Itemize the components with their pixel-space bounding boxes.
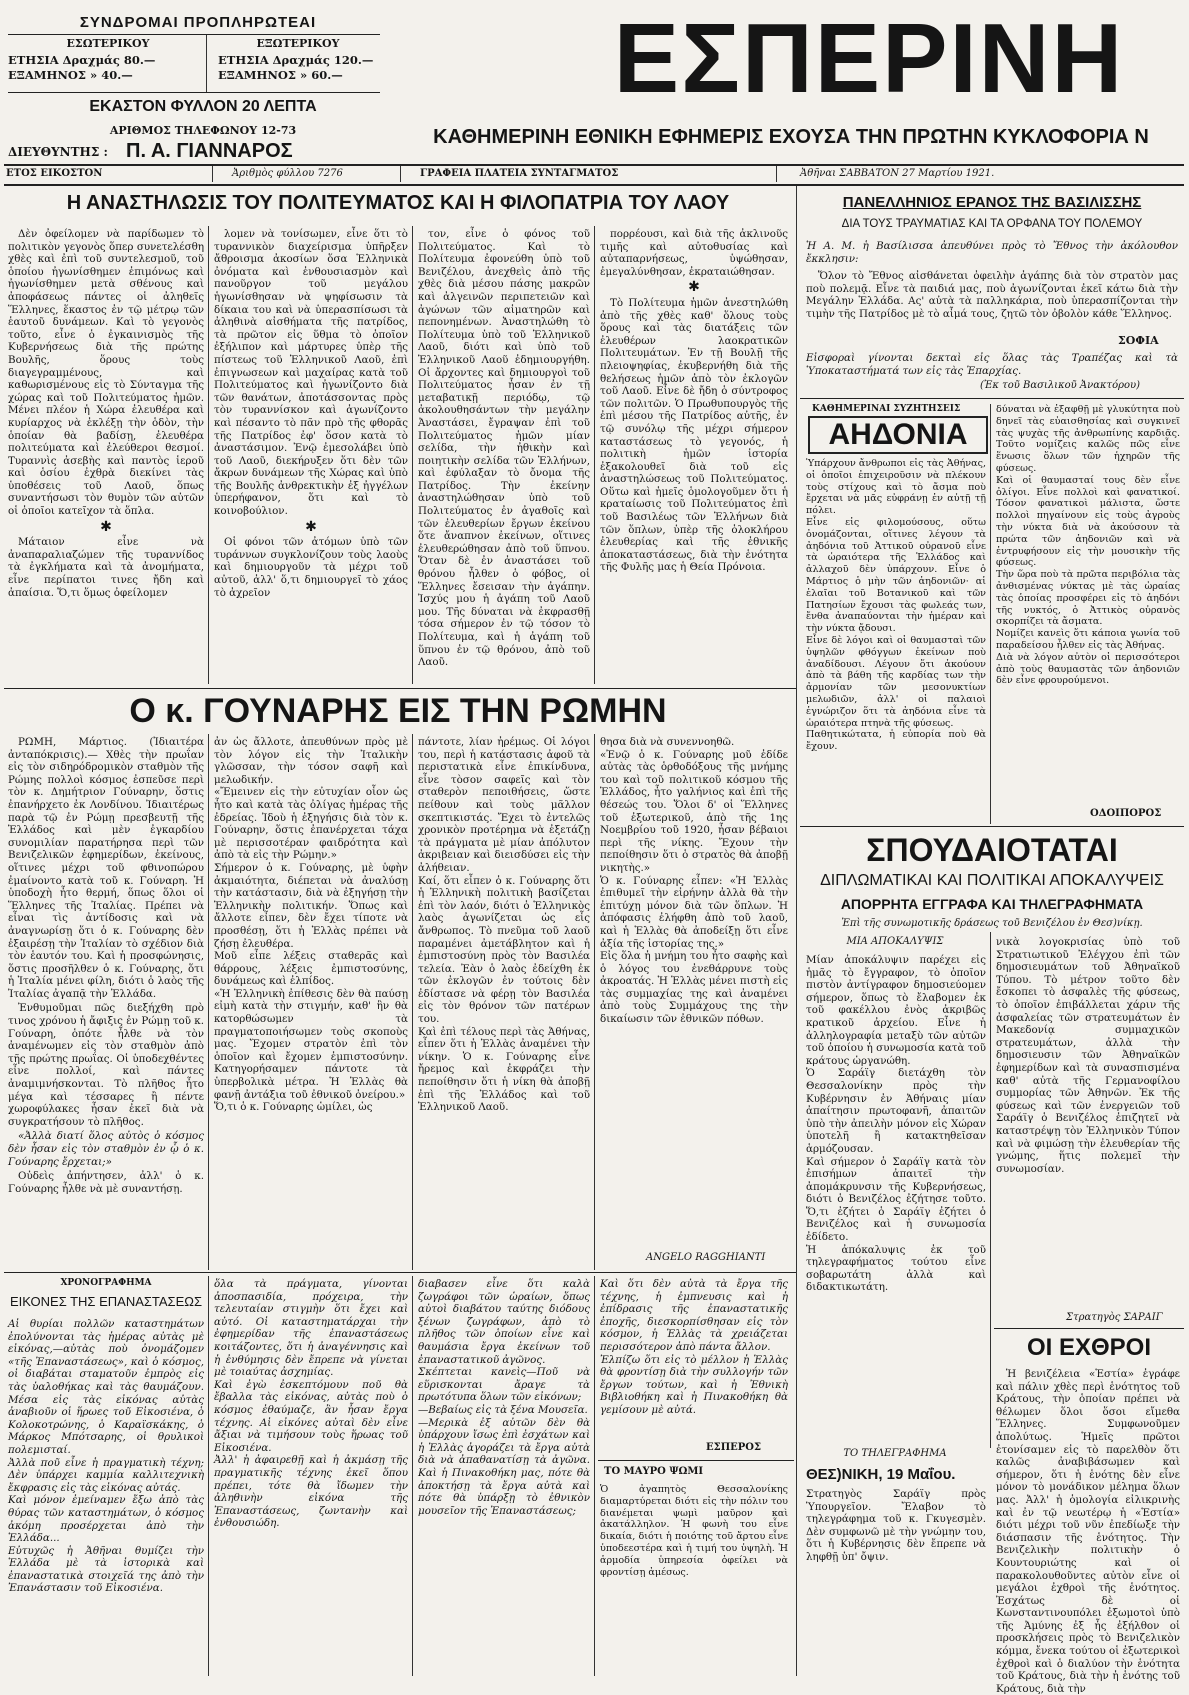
dateline-issue: Ἀριθμὸς φύλλου 7276 — [232, 168, 343, 179]
chronicle-title: ΕΙΚΟΝΕΣ ΤΗΣ ΕΠΑΝΑΣΤΑΣΕΩΣ — [9, 1294, 203, 1309]
masthead-subtitle: ΚΑΘΗΜΕΡΙΝΗ ΕΘΝΙΚΗ ΕΦΗΜΕΡΙΣ ΕΧΟΥΣΑ ΤΗΝ ΠΡΩΤΗΝ ΚΥΚΛΟΦΟΡΙΑ Ν — [433, 126, 1149, 148]
column-signature: ΟΔΟΙΠΟΡΟΣ — [1090, 808, 1162, 819]
dateline-date: Ἀθῆναι ΣΑΒΒΑΤΟΝ 27 Μαρτίου 1921. — [800, 168, 995, 179]
revelations-section: ΜΙΑ ΑΠΟΚΑΛΥΨΙΣ — [846, 936, 944, 947]
director-name: Π. Α. ΓΙΑΝΝΑΡΟΣ — [126, 140, 293, 162]
lead-col-3: τον, εἶνε ὁ φόνος τοῦ Πολιτεύματος. Καὶ τὸ Πολίτευμα ἐφονεύθη ὑπὸ τοῦ Βενιζέλου, ἀνεχθεὶς ἀπὸ τῆς χθὲς διὰ μέσου πάσης μακρῶν καὶ ἀλγεινῶν περιπετειῶν καὶ ἀγώνων τῶν αἱματηρῶν καὶ πεπονημένων. Ἀναστηλώθη τὸ Πολίτευμα ὑπὸ τοῦ Ἑλληνικοῦ Λαοῦ, διότι καὶ ὑπὸ τοῦ Ἑλληνικοῦ Λαοῦ ἐδημιουργήθη. Οἱ ἄρχοντες καὶ δημιουργοὶ τοῦ Πολιτεύματος ἦσαν ἐν τῇ μεταβατικῇ περιόδῳ, τῷ ἀκολουθησάντων τὴν μεγάλην Ἀναστάσει, ἔγραψαν ἐπὶ τοῦ Πολιτεύματος ἡμῶν μίαν σελίδα, τὴν ἠθικὴν καὶ ποιητικὴν σελίδα τῶν Ἑλλήνων, καὶ ἐφύλαξαν τὸ ὄνομα τῆς Πατρίδος. Τὴν ἐκείνην ἀναστηλώθησαν ὑπὸ τοῦ Πολιτεύματος ἐν ἀγαθοῖς καὶ τῶν ἐλευθερίων ἔργων ἐκείνου ὅτε ἄναπνον ἐκείνων, οἵτινες ἐλευθερώθησαν ἀπὸ τοῦ ὕπνου. Ὅταν δὲ ἐν ἀναστάσει τοῦ θρόνου ἦλθεν ὁ φόβος, οἱ Ἕλληνες ἔσεισαν τὴν ἀγάπην. Ἰσχύς μου ἡ ἀγάπη τοῦ Λαοῦ μου. Τῆς δύναται νὰ ἐκφρασθῇ τόσα σήμερον ἐν τῷ τόσον τὸ Πολίτευμα, καὶ ἡ ἀγάπη τοῦ ὕπνου ἐν τῷ θρόνου, ἀπὸ τοῦ Λαοῦ. — [418, 228, 590, 669]
masthead-title: ΕΣΠΕΡΙΝΗ — [613, 3, 1125, 113]
revelations-signature: Στρατηγὸς ΣΑΡΑΙΓ — [1066, 1312, 1163, 1323]
chronicle-col-3: διαβασεν εἶνε ὅτι καλὰ ζωγράφοι τῶν ὡραίων, ὅπως αὐτοὶ διαβάτου ταύτης διόδους ξένων ζωγράφων, ἀπὸ τὸ πλῆθος τῶν ὁποίων εἶνε καὶ θαυμάσια ἔργα ἐκείνων τοῦ ἐπαναστατικοῦ ἀγῶνος. Σκέπτεται κανεὶς—Ποῦ νὰ εὕρισκονται ἄραγε τὰ πρωτότυπα ὅλων τῶν εἰκόνων; —Βεβαίως εἰς τὰ ξένα Μουσεῖα. —Μερικὰ ἐξ αὐτῶν δὲν θὰ ὑπάρχουν ἴσως ἐπὶ ἐσχάτων καὶ ἡ Ἑλλὰς ἀγοράζει τὰ ἔργα αὐτὰ διὰ νὰ ἀπαθανατίσῃ τὰ ἀγῶνα. Καὶ ἡ Πινακοθήκη μας, πότε θὰ ἀποκτήσῃ τὰ ἔργα αὐτὰ καὶ πότε θὰ ὑπάρξῃ τὸ ἐθνικὸν μουσεῖον τῆς Ἐπαναστάσεως; — [418, 1278, 590, 1517]
fund-headline: ΠΑΝΕΛΛΗΝΙΟΣ ΕΡΑΝΟΣ ΤΗΣ ΒΑΣΙΛΙΣΣΗΣ — [842, 194, 1142, 211]
chronicle-signature: ΕΣΠΕΡΟΣ — [706, 1442, 762, 1453]
lead-col-4: πορρέουσι, καὶ διὰ τῆς ἀκλινοῦς τιμῆς καὶ αὐτοθυσίας καὶ αὐταπαρνήσεως, ὑψώθησαν, ἐμεγαλύνθησαν, ἐκραταιώθησαν. ✱ Τὸ Πολίτευμα ἡμῶν ἀνεστηλώθη ἀπὸ τῆς χθὲς καθ' ὅλους τοὺς ὅρους καὶ τὰς διατάξεις τῶν ἐλευθέρων λαοκρατικῶν Πολιτευμάτων. Ἐν τῇ Βουλῇ τῆς πλειοψηφίας, ἐκυβερνήθη διὰ τῆς θελήσεως ἡμῶν ἀπὸ τὸν ἐκλογῶν τοῦ Λαοῦ. Εἶνε δὲ ἤδη ὁ σύντροφος τῶν πολιτῶν. Ὁ Πρωθυπουργὸς τῆς ἐπὶ μέσου τῆς Πατρίδος αὐτῆς, ἐν τῷ συνόλῳ τῆς μέχρι σήμερον καταστάσεως τὸ γεγονός, ἡ πολιτικὴ ἡμῶν ἱστορία ἐξακολουθεῖ διὰ τοῦ εἰς ἀναστηλώσεως τοῦ Πολιτεύματος. Οὕτω καὶ ἡμεῖς ὁμολογοῦμεν ὅτι ἡ κραταίωσις τοῦ Πολιτεύματος ἐπὶ τοῦ Βασιλέως τῶν Ἑλλήνων διὰ τῶν ὅπλων, ὑπὲρ τῆς ὁλοκλήρου ἐλευθερίας καὶ τῆς ἐθνικῆς ἀποκαταστάσεως, διὰ τὴν ἑνότητα τῆς Φυλῆς μας ἡ Θεία Πρόνοια. — [600, 228, 788, 574]
foreign-label: ΕΞΩΤΕΡΙΚΟΥ — [256, 37, 340, 50]
director-label: ΔΙΕΥΘΥΝΤΗΣ : — [8, 145, 108, 159]
price-line: ΕΚΑΣΤΟΝ ΦΥΛΛΟΝ 20 ΛΕΠΤΑ — [89, 98, 317, 115]
subscriptions-heading: ΣΥΝΔΡΟΜΑΙ ΠΡΟΠΛΗΡΩΤΕΑΙ — [79, 14, 317, 31]
gounaris-col-2: ἀν ὡς ἄλλοτε, ἀπευθύνων πρὸς μὲ τὸν λόγον εἰς τὴν Ἰταλικὴν γλῶσσαν, τὴν τόσον σαφῆ καὶ μελωδικήν. «Ἔμεινεν εἰς τὴν εὐτυχίαν οἷον ὡς ἦτο καὶ κατὰ τὰς ὀλίγας ἡμέρας τῆς ἐδρείας. Ἰδοὺ ἡ ἐξηγήσις διὰ τὸν κ. Γούναρην, ὅστις ἐπανέρχεται τάχα μὲ περισσοτέραν φαιδρότητα καὶ ἀπὸ τὰ εἰς τὴν Ρώμην.» Σήμερον ὁ κ. Γούναρης, μὲ ὑφὴν ἀκμαιότητα, διέπεται νὰ ἀναλύσῃ τὴν κατάστασιν, διὰ νὰ ἐξηγήσῃ τὴν Ἑλληνικὴν πολιτικήν. Ὅπως καὶ ἄλλοτε εἶπεν, δὲν ἔχει τίποτε νὰ προσθέσῃ, ὅτι ἡ Ἑλλὰς πρέπει νὰ ζήσῃ ἐλευθέρα. Μοῦ εἶπε λέξεις σταθερᾶς καὶ θάρρους, λέξεις ἐμπιστοσύνης, δυνάμεως καὶ ἐλπίδος. «Ἡ Ἑλληνικὴ ἐπίθεσις δὲν θὰ παύσῃ εἰμὴ κατὰ τὴν στιγμήν, καθ' ἣν θὰ κατορθώσωμεν τὰ πραγματοποιήσωμεν τοὺς σκοποὺς μας. Ἔχομεν στρατὸν ἐπὶ τὸν ὁποῖον καὶ ἔχομεν ἐμπιστοσύνην. Κατηγορήσαμεν πάντοτε τὰ ὑπερβολικὰ μέτρα. Ἡ Ἑλλὰς θὰ φανῇ ἀντάξια τοῦ ἐθνικοῦ ὀνείρου.» Ὅ,τι ὁ κ. Γούναρης ὡμίλει, ὡς — [214, 736, 408, 1114]
phone-line: ΑΡΙΘΜΟΣ ΤΗΛΕΦΩΝΟΥ 12-73 — [109, 124, 297, 137]
column-tag: ΚΑΘΗΜΕΡΙΝΑΙ ΣΥΖΗΤΗΣΕΙΣ — [812, 404, 961, 414]
revelations-col-2: νικὰ λογοκρισίας ὑπὸ τοῦ Στρατιωτικοῦ Ἐλέγχου ἐπὶ τῶν δημοσιευμάτων τοῦ Ἀθηναϊκοῦ Τύπου. Τὸ μέτρον τοῦτο δὲν ἔσκοπει τὸ ἀσφαλὲς τῆς φύσεως, τὸ ὁποῖον ἐπιβάλλεται χάριν τῆς ἀσφαλείας τῶν στρατευμάτων ἐν Μακεδονίᾳ συμμαχικῶν στρατευμάτων, ἀλλὰ τὴν δημοσιευσιν τῶν Ἀθηναϊκῶν ἐφημερίδων καὶ τὰ συνασπισμένα καθ' αὐτὰ τῆς Γερμανοφίλου συμμορίας τῶν Ἀθηνῶν. Ἐκ τῆς φύσεως καὶ τῶν ἐνεργειῶν τοῦ Σαράϊγ ὁ Βενιζέλος ἐπιζητεῖ νὰ καταστρέψῃ τὸν Ἑλληνικὸν Τύπον καὶ νὰ φιμώσῃ τὴν ἐλευθερίαν τῆς γνώμης, ἥτις πολεμεῖ τὴν συνωμοσίαν. — [996, 936, 1180, 1175]
subscriptions-box — [8, 12, 380, 160]
domestic-semi: ΕΞΑΜΗΝΟΣ » 40.— — [8, 68, 133, 82]
enemies-body: Ἡ βενιζέλεια «Ἑστία» ἐγράφε καὶ πάλιν χθὲς περὶ ἑνότητος τοῦ Κράτους, τὴν ὁποίαν πρέπει νὰ θέλωμεν ὅλοι ὅσοι εἴμεθα Ἕλληνες. Συμφωνοῦμεν ἀπολύτως. Ἡμεῖς πρῶτοι ἐτονίσαμεν εἰς τὸ παρελθὸν ὅτι καλῶς ἀναβιβάσωμεν καὶ σήμερον, ὅτι ἡ ἑνότης δὲν εἶνε μόνον τὸ μονάδικον μέλημα ὅλων μας. Ἀλλ' ἡ ὁμολογία εἰλικρινὴς καὶ ἐν τῷ νεωτέρῳ ἡ «Ἑστία» διότι μέχρι τοῦ νῦν ἐπεδίωξε τὴν διάσπασιν τῆς ἑνότητος. Τὴν Βενιζελικὴν πολιτικὴν ὁ Κουντουριώτης καὶ οἱ παρακολουθοῦντες αὐτὸν εἶνε οἱ μεγάλοι ἐχθροὶ τῆς ἑνότητος. Ἐσχάτως δὲ οἱ Κωνσταντινουπόλει ἐξωμοτοὶ ὑπὸ τῆς Ἀμύνης ἐξ ἧς ἐξήλθον οἱ προσκλήσεις πρὸς τὸ Βενιζελικὸν κόμμα, ἔνεκα τούτου οἱ ἐξωτερικοὶ ἐχθροὶ καὶ ὁ διαλύον τὴν ἑνότητα τοῦ Κράτους, διὰ τὴν ἡ ἑνότης τοῦ Κράτους, διὰ τὴν — [996, 1368, 1180, 1695]
dateline-office: ΓΡΑΦΕΙΑ ΠΛΑΤΕΙΑ ΣΥΝΤΑΓΜΑΤΟΣ — [420, 168, 619, 179]
gounaris-col-3: πάντοτε, λίαν ἠρέμως. Οἱ λόγοι του, περὶ ἡ κατάστασις ἀφοῦ τὰ περιστατικὰ εἶνε ἐπικίνδυνα, εἶνε τὸσον σαφεῖς καὶ τὸν σταθερὸν πεποιθήσεις, ὥστε πείθουν καὶ τοὺς μᾶλλον σκεπτικιστάς. Ἔχει τὸ ἐντελῶς χρονικὸν προτέρημα νὰ ἐξετάζῃ τὰ πράγματα μὲ μίαν ἀπόλυτον ἀκριβειαν καὶ διεισδύσει εἰς τὴν ἀλήθειαν. Καί, ὅτι εἶπεν ὁ κ. Γούναρης ὅτι ἡ Ἑλληνικὴ πολιτικὴ βασίζεται ἐπὶ τὸν λαόν, διότι ὁ Ἑλληνικὸς λαὸς ἀγωνίζεται ὡς εἷς ἄνθρωπος. Τὸ πνεῦμα τοῦ λαοῦ παραμένει ἀμετάβλητον καὶ ἡ ἐμπιστοσύνη πρὸς τὸν Βασιλέα τελεία. Ἐὰν ὁ λαὸς ἐδείχθη ἐκ τῶν ἐκλογῶν ἐν τούτοις δὲν ἐδίστασε νὰ φέρῃ τὸν Βασιλέα εἰς τὸν θρόνον τῶν πατέρων του. Καὶ ἐπὶ τέλους περὶ τὰς Ἀθήνας, εἶπεν ὅτι ἡ Ἑλλὰς ἀναμένει τὴν νίκην. Ὁ κ. Γούναρης εἶνε ἤρεμος καὶ ἐκφράζει τὴν πεποίθησιν ὅτι ἡ νίκη θὰ ἀποβῇ ἐπὶ τῆς Ἑλλάδος καὶ τοῦ Ἑλληνικοῦ Λαοῦ. — [418, 736, 590, 1114]
enemies-headline: ΟΙ ΕΧΘΡΟΙ — [1026, 1334, 1152, 1361]
gounaris-headline: Ο κ. ΓΟΥΝΑΡΗΣ ΕΙΣ ΤΗΝ ΡΩΜΗΝ — [129, 692, 667, 730]
lead-headline: Η ΑΝΑΣΤΗΛΩΣΙΣ ΤΟΥ ΠΟΛΙΤΕΥΜΑΤΟΣ ΚΑΙ Η ΦΙΛΟΠΑΤΡΙΑ ΤΟΥ ΛΑΟΥ — [66, 192, 730, 214]
lead-col-1: Δὲν ὀφείλομεν νὰ παρίδωμεν τὸ πολιτικὸν γεγονὸς ὅπερ συνετελέσθη χθὲς καὶ ἐπὶ τοῦ συντελεσμοῦ, τοῦ ὁποίου ἠγωνίσθημεν ἐπιμόνως καὶ ἠγωνίσθημεν μετὰ σθένους καὶ ἀποφάσεως πάντες οἱ ἀληθεῖς Ἕλληνες, ἕκαστος ἐν τῷ μέτρῳ τῶν ἑαυτοῦ δυνάμεων. Καὶ τὸ γεγονὸς τοῦτο, εἶνε ὁ ἐγκαινισμὸς τῆς Κυβερνήσεως διὰ τῆς πρώτης Βουλῆς, ὅρους τοὺς διαγεγραμμένους, καὶ καθωρισμένους εἰς τὸ Σύνταγμα τῆς χώρας καὶ τοῦ Πολιτεύματος ἡμῶν. Μένει πλέον ἡ Χώρα ἐλευθέρα καὶ κυρίαρχος νὰ ἐκλέξῃ τὴν ὁδὸν, τὴν ὁποίαν θὰ βαδίσῃ, ἐλευθέρα πολιτεύματα καὶ ἐλεύθεροι θεσμοί. Τυραννὶς ἀσεβὴς καὶ παντὸς ἱεροῦ καὶ ὁσίου ἐχθρὰ διεκίνει τὰς ὑποθέσεις τοῦ Λαοῦ, ὅπως συναντήσωσι τὸν θυμὸν τῶν αὐτῶν οἱ ὁποῖοι κατεῖχον τὰ ὅπλα. ✱ Μάταιον εἶνε νὰ ἀναπαραλιαζώμεν τῆς τυραννίδος τὰ ἐγκλήματα καὶ τὰ ἀνομήματα, εἶνε περίπατοι τινες ἤδη καὶ ἀπαίσια. Ὅ,τι ὅμως ὀφείλομεν — [8, 228, 204, 599]
domestic-label: ΕΣΩΤΕΡΙΚΟΥ — [66, 37, 150, 50]
fund-source: (Ἐκ τοῦ Βασιλικοῦ Ἀνακτόρου) — [980, 380, 1140, 391]
column-right: δύναται νὰ ἐξαφθῇ μὲ γλυκύτητα ποὺ δηνεῖ τὰς εὐαισθησίας καὶ συγκινεῖ τὰς ψυχὰς τῆς ἀνθρωπίνης καρδιᾶς. Τοῦτο νομίζεις καλῶς πῶς εἶνε ἕνωσις ὅλων τῶν ἡχηρῶν τῆς φύσεως. Καὶ οἱ θαυμασταί τους δὲν εἶνε ὀλίγοι. Εἶνε πολλοὶ καὶ φανατικοί. Τόσον φανατικοὶ μάλιστα, ὥστε πολλοὶ πηγαίνουν εἰς τοὺς ἀγροὺς τὴν νύκτα διὰ νὰ ἀκούσουν τὰ πρώτα τῶν ἀηδονιῶν καὶ νὰ ἐντρυφήσουν εἰς τὴν μουσικὴν τῆς φύσεως. Τὴν ὥρα ποὺ τὰ πρῶτα περιβόλια τὰς ἀνθισμένας νύκτας μὲ τὰς ὡραίας τὰς ὁποίας προσφέρει εἰς τὸ ἀηδόνι τῆς νυκτός, ὁ Ἀττικὸς οὐρανὸς σκορπίζει τὰ ἄσματα. Νομίζει κανεὶς ὅτι κάποια γωνία τοῦ παραδείσου ἦλθεν εἰς τὰς Ἀθήνας. Διὰ νὰ λόγον αὐτὸν οἱ περισσότεροι ἀπὸ τοὺς θαυμαστὰς τῶν ἀηδονιῶν δὲν εἶνε φρουρούμενοι. — [996, 404, 1180, 687]
chronicle-tag: ΧΡΟΝΟΓΡΑΦΗΜΑ — [60, 1278, 152, 1288]
dateline-year: ΕΤΟΣ ΕΙΚΟΣΤΟΝ — [6, 168, 103, 179]
bread-title: ΤΟ ΜΑΥΡΟ ΨΩΜΙ — [604, 1466, 704, 1477]
chronicle-col-1: Αἱ θυρίαι πολλῶν καταστημάτων ἐπολύνονται τὰς ἡμέρας αὐτὰς μὲ εἰκόνας,—αὐτὰς ποὺ ὀνομάζομεν «τῆς Ἐπαναστάσεως», καὶ ὁ κόσμος, οἱ διαβάται σταματοῦν ἐμπρὸς εἰς τὰς ὑαλοθήκας καὶ τὰς θαυμάζουν. Μέσα εἰς τὰς εἰκόνας αὐτὰς ἀναβιοῦν οἱ ἥρωες τοῦ Εἰκοσιένα, ὁ Κολοκοτρώνης, ὁ Καραϊσκάκης, ὁ Μάρκος Μπότσαρης, οἱ θρυλικοὶ πολεμισταί. Ἀλλὰ ποῦ εἶνε ἡ πραγματικὴ τέχνη; Δὲν ὑπάρχει καμμία καλλιτεχνικὴ ἔκφρασις εἰς τὰς εἰκόνας αὐτάς. Καὶ μόνον ἐμείναμεν ἔξω ἀπὸ τὰς θύρας τῶν καταστημάτων, ὁ κόσμος ἀκόμη προσέρχεται ἀπὸ τὴν Ἑλλάδα... Εὐτυχῶς ἡ Ἀθῆναι θυμίζει τὴν Ἑλλάδα μὲ τὰ ἱστορικὰ καὶ ἐπαναστατικὰ στοιχεῖά της ἀπὸ τὴν Ἐπανάστασιν τοῦ Εἰκοσιένα. — [8, 1318, 204, 1595]
revelations-telegrams: ΤΟ ΤΗΛΕΓΡΑΦΗΜΑ — [843, 1448, 947, 1459]
revelations-dateline: ΘΕΣ)ΝΙΚΗ, 19 Μαΐου. — [806, 1466, 956, 1483]
domestic-annual: ΕΤΗΣΙΑ Δραχμάς 80.— — [8, 53, 156, 67]
fund-note: Εἰσφοραὶ γίνονται δεκταὶ εἰς ὅλας τὰς Τραπέζας καὶ τὰ Ὑποκαταστήματά των εἰς τὰς Ἐπαρχίας. — [806, 352, 1178, 377]
gounaris-signature: ANGELO RAGGHIANTI — [646, 1252, 766, 1263]
fund-subhead: ΔΙΑ ΤΟΥΣ ΤΡΑΥΜΑΤΙΑΣ ΚΑΙ ΤΑ ΟΡΦΑΝΑ ΤΟΥ ΠΟΛΕΜΟΥ — [841, 218, 1143, 230]
fund-intro: Ἡ Α. Μ. ἡ Βασίλισσα ἀπευθύνει πρὸς τὸ Ἔθνος τὴν ἀκόλουθον ἔκκλησιν: — [806, 240, 1178, 265]
gounaris-col-1: ΡΩΜΗ, Μάρτιος. (Ἰδιαιτέρα ἀνταπόκρισις).— Χθὲς τὴν πρωΐαν εἰς τὸν σιδηρόδρομικὸν σταθμὸν τῆς Ρώμης πολλοὶ κόσμος ἐσπεῦσε περὶ τὸν κ. Δημήτριον Γούναρην, ὅστις ἐπανήρχετο ἐκ Λονδίνου. Ἰδιαιτέρως παρὰ τῷ ἐν Ρώμῃ πρεσβευτῇ τῆς Ἑλλάδος καὶ μὲν ἐγκαρδίου συνομιλίαν παρατήρησα περὶ τῶν Βενιζελικῶν ἐφημερίδων, ἐκείνους, οἵτινες μέχρι τοῦ φθινοπώρου ἐμαίνοντο κατὰ τοῦ κ. Γούναρη. Ἡ ὑποδοχὴ ἦτο θερμή, ὅπως ὅλοι οἱ Ἕλληνες τῆς Ἰταλίας. Πρέπει νὰ εἶναι τὶς ἀντίδοσις καὶ νὰ ἀναγνωρίσῃ ὅτι ὁ κ. Γούναρης δὲν ἐξαιρέσῃ τὴν Ἰταλίαν τὸ σχέδιον διὰ τὸν ἑαυτόν του. Καὶ ἡ προσφώνησις, ὅστις προσῆλθεν ὁ κ. Γούναρης, ὅτι ἡ Ἰταλία μένει φίλη, διότι ὁ λαὸς τῆς Ἰταλίας ἀγαπᾷ τὴν Ἑλλάδα. Ἐνθυμοῦμαι πῶς διεξήχθη πρὸ τινος χρόνου ἡ ἄφιξις ἐν Ρώμῃ τοῦ κ. Γούναρη, ὁπότε ἦλθε νὰ τὸν ἀναμένωμεν εἰς τὸν σταθμὸν ἀπὸ τῆς πρώτης πρωΐας. Οἱ ὑποδεχθέντες εἶνε πολλοί, καὶ πάντες ἀναμιμνήσκονται. Τὸ πλῆθος ἦτο μέγα καὶ τέσσαρες ἢ πέντε χωροφύλακες ἦσαν ἐκεῖ διὰ νὰ συγκρατήσουν τὸ πλῆθος. «Ἀλλὰ διατί ὅλος αὐτὸς ὁ κόσμος δὲν ἦσαν εἰς τὸν σταθμὸν ἐν ᾧ ὁ κ. Γούναρης ἔρχεται;» Οὐδεὶς ἀπήντησεν, ἀλλ' ὁ κ. Γούναρης ἦλθε νὰ μὲ συναντήσῃ. — [8, 736, 204, 1195]
revelations-subhead-1: ΔΙΠΛΩΜΑΤΙΚΑΙ ΚΑΙ ΠΟΛΙΤΙΚΑΙ ΑΠΟΚΑΛΥΨΕΙΣ — [820, 872, 1164, 889]
fund-body: Ὅλον τὸ Ἔθνος αἰσθάνεται ὀφειλὴν ἀγάπης διὰ τὸν στρατὸν μας ποὺ πολεμᾷ. Εἶνε τὰ παιδιά μας, ποὺ ἀγωνίζονται ἐκεῖ κάτω διὰ τὴν Μεγάλην Ἑλλάδα. Ας' αὐτὰ τὰ παλληκάρια, ποὺ ὑπερασπίζονται τὴν τιμὴν τῆς Πατρίδος μὲ τὸ αἷμά τους, ζητῶ τὸν ὀβολὸν κάθε Ἕλληνος. — [806, 270, 1178, 320]
revelations-col-1: Μίαν ἀποκάλυψιν παρέχει εἰς ἡμᾶς τὸ ἔγγραφον, τὸ ὁποῖον πιστὸν ἀντίγραφον δημοσιεύομεν σήμερον, ὅπως τὸ ἔλαβομεν ἐκ τοῦ φακέλλου ἐνὸς ἀκριβῶς κρατικοῦ ἀρχείου. Εἶνε ἡ ἀλληλογραφία μεταξὺ τῶν αὐτῶν τοῦ ὁποίου ἡ συνωμοσία κατὰ τοῦ κράτους ὡργανώθη. Ὁ Σαράϊγ διετάχθη τὸν Θεσσαλονίκην πρὸς τὴν Κυβέρνησιν ἐν Ἀθήναις μίαν ἀπαίτησιν πρωτοφανῆ, ἀπαιτῶν ὑπὸ τὴν ἀπειλὴν μόνον εἰς Χώραν ὑποτελῆ ἢ κατακτηθεῖσαν ἁρμόζουσαν. Καὶ σήμερον ὁ Σαράϊγ κατὰ τὸν ἐπισήμων ἀπαιτεῖ τὴν ἀπομάκρυνσιν τῆς Κυβερνήσεως, διότι ὁ Βενιζέλος ἐζήτησε τοῦτο. Ὅ,τι ἐζήτει ὁ Σαράϊγ ἐζήτει ὁ Βενιζέλος καὶ ἡ συνωμοσία ἐδίδετο. Ἡ ἀπόκαλυψις ἐκ τοῦ τηλεγραφήματος τούτου εἶνε σοβαρωτάτη ἀλλὰ καὶ διδακτικωτάτη. — [806, 954, 986, 1294]
chronicle-col-4: Καὶ ὅτι δὲν αὐτὰ τὰ ἔργα τῆς τέχνης, ἡ ἐμπνευσις καὶ ἡ ἐπίδρασις τῆς ἐπαναστατικῆς ἐποχῆς, διεσκορπίσθησαν εἰς τὸν κόσμον, ἡ Ἑλλὰς τὰ χρειάζεται περισσότερον ἀπὸ πάντα ἄλλον. Ἐλπίζω ὅτι εἰς τὸ μέλλον ἡ Ἑλλὰς θὰ φροντίσῃ διὰ τὴν συλλογήν τῶν ἔργων τούτων, καὶ ἡ Ἐθνικὴ Βιβλιοθήκη καὶ ἡ Πινακοθήκη θὰ γεμίσουν μὲ αὐτά. — [600, 1278, 788, 1416]
column-left: Ὑπάρχουν ἄνθρωποι εἰς τὰς Ἀθήνας, οἱ ὁποῖοι ἐπιχειροῦσιν νὰ πλέκουν τοὺς στίχους καὶ τὸ ἄσμα ποὺ ἔρχεται νὰ μᾶς εὐφράνῃ ἐν αὐτῇ τῇ πόλει. Εἶνε εἰς φιλομούσους, οὕτω ὀνομάζονται, οἵτινες λέγουν τὰ ἀηδόνια τοῦ Ἀττικοῦ οὐρανοῦ εἶνε τὰ ὡραιότερα τῆς Ἑλλάδος καὶ ἀλλαχοῦ δὲν ὑπάρχουν. Εἶνε ὁ Μάρτιος ὁ μὴν τῶν ἀηδονιῶν· αἱ ἐλαῖαι τοῦ Βοτανικοῦ καὶ τῶν Πατησίων ἔχουσι τὰς φωλεάς των, ἔνθα ἀναπαύονται τὴν ἡμέραν καὶ τὴν νύκτα ᾄδουσι. Εἶνε δὲ λόγοι καὶ οἱ θαυμασταὶ τῶν ὑψηλῶν φθόγγων ἐκείνων ποὺ ἀναδίδουσι. Λέγουν ὅτι ἀκούουν ἀπὸ τὰ βάθη τῆς καρδίας των τὴν ἀρμονίαν τῶν μεσονυκτίων μελωδιῶν, ἀλλ' οἱ παλαιοὶ ἐγνώριζον ὅτι τὰ ἀηδόνια εἶνε τὰ ὡραιότερα πτηνὰ τῆς φύσεως. Παθητικώτατα, ἡ εὐπορία ποὺ θὰ ἔχουν. — [806, 458, 986, 753]
fund-signature: ΣΟΦΙΑ — [1118, 334, 1159, 347]
revelations-subhead-2: ΑΠΟΡΡΗΤΑ ΕΓΓΡΑΦΑ ΚΑΙ ΤΗΛΕΓΡΑΦΗΜΑΤΑ — [840, 896, 1144, 912]
chronicle-col-2: ὅλα τὰ πράγματα, γίνονται ἀποσπασιδία, πρόχειρα, τὴν τελευταίαν στιγμὴν ὅτι ἔχει καὶ αὐτό. Οἱ καταστηματάρχαι τὴν ἐφημερίδαν τῆς ἐπαναστάσεως κοιτάζοντες, ὅτι ἡ ἀναγέννησις καὶ ἡ ἐνθύμησις δὲν ἔπρεπε νὰ γίνεται μὲ τοιαύτας ἀσχημίας. Καὶ ἐγὼ ἐσκεπτόμουν ποῦ θὰ ἔβαλλα τὰς εἰκόνας, αὐτὰς ποὺ ὁ κόσμος ἐθαύμαζε, ἂν ἦσαν ἔργα τέχνης. Αἱ εἰκόνες αὐταὶ δὲν εἶνε ἄξιαι νὰ τιμήσουν τοὺς ἥρωας τοῦ Εἰκοσιένα. Ἀλλ' ἡ ἀφαιρεθῇ καὶ ἡ ἀκμάσῃ τῆς πραγματικῆς τέχνης ἐκεῖ ὅπου πρέπει, τότε θὰ ἴδωμεν τὴν ἀληθινὴν εἰκόνα τῆς Ἐπαναστάσεως, ζωντανὴν καὶ ἐνθουσιώδη. — [214, 1278, 408, 1530]
gounaris-col-4: θησα διὰ νὰ συνεννοηθῶ. «Ἐνῷ ὁ κ. Γούναρης μοῦ ἐδίδε αὐτὰς τὰς ὁρθοδόξους τῆς μνήμης του καὶ τοῦ πολιτικοῦ κόσμου τῆς Ἑλλάδος, ἦτο γαλήνιος καὶ ἐπὶ τῆς θέσεώς του. Ὅλοι δ' οἱ Ἕλληνες τοῦ ἐξωτερικοῦ, ἀπὸ τῆς 1ης Νοεμβρίου τοῦ 1920, ἦσαν βέβαιοι περὶ τῆς νίκης. Ἔχουν τὴν πεποίθησιν ὅτι ὁ στρατὸς θὰ ἀποβῇ νικητὴς.» Ὁ κ. Γούναρης εἶπεν: «Ἠ Ἑλλὰς ἐπιθυμεῖ τὴν εἰρήνην ἀλλὰ θὰ τὴν ἐπιτύχῃ μόνον διὰ τῶν ὅπλων. Ἡ ἀπόφασις ἐλήφθη ἀπὸ τοῦ λαοῦ, καὶ ἡ Ἑλλὰς θὰ ἀποδείξῃ ὅτι εἶνε ἀξία τῆς ἱστορίας της.» Εἰς ὅλα ἡ μνήμη του ἦτο σαφὴς καὶ ὁ λόγος του ἐνεθάρρυνε τοὺς ἀκροατάς. Ἡ Ἑλλὰς μένει πιστὴ εἰς τὰς συμμαχίας της καὶ ἀναμένει ἀπὸ τοὺς Συμμάχους της τὴν δικαίωσιν τῶν ἐθνικῶν πόθων. — [600, 736, 788, 1026]
foreign-semi: ΕΞΑΜΗΝΟΣ » 60.— — [218, 68, 343, 82]
bread-body: Ὁ ἀγαπητὸς Θεσσαλονίκης διαμαρτύρεται διότι εἰς τὴν πόλιν του διανέμεται ψωμὶ μαῦρον καὶ ἀκατάλληλον. Ἡ φωνὴ του εἶνε δικαία, διότι ἡ ποιότης τοῦ ἄρτου εἶνε ὑποδεεστέρα καὶ ἡ τιμή του ὑψηλὴ. Ἡ ἁρμοδία ὑπηρεσία ὀφείλει νὰ φροντίσῃ ἀμέσως. — [600, 1484, 788, 1578]
revelations-headline: ΣΠΟΥΔΑΙΟΤΑΤΑΙ — [866, 832, 1118, 868]
column-title: ΑΗΔΟΝΙΑ — [808, 416, 988, 454]
revelations-telegram-text: Στρατηγὸς Σαράϊγ πρὸς Ὑπουργεῖον. Ἔλαβον τὸ τηλεγράφημα τοῦ κ. Γκυγεσμὲν. Δὲν συμφωνῶ μὲ τὴν γνώμην του, ὅτι ἡ Κυβέρνησις δὲν ἔπρεπε νὰ ληφθῇ ὑπ' ὄψιν. — [806, 1488, 986, 1563]
foreign-annual: ΕΤΗΣΙΑ Δραχμάς 120.— — [218, 53, 374, 67]
lead-col-2: λομεν νὰ τονίσωμεν, εἶνε ὅτι τὸ τυραννικὸν διαχείρισμα ὑπῆρξεν ἄθροισμα ἀκοσίων ὅσα Ἑλληνικὰ ὀνόματα καὶ ἐνθουσιασμὸν καὶ πανοῦργον τοῦ μεγάλου ἡγωνίσθησαν νὰ ψηφίσωσιν τὰ δίκαια του καὶ νὰ ὑπερασπίσωσι τὰ ἀληθινὰ αἰσθήματα τῆς πατρίδος, τὰ πρῶτον εἰς ὕθμα τὸ ὁποῖον ἐξήλιπον καὶ μάρτυρες ὑπὲρ τῆς πίστεως τοῦ Ἑλληνικοῦ Λαοῦ, ἐπὶ ἐπιγνωσεων καὶ μαχαίρας κατὰ τοῦ Πολιτεύματος καὶ ἠγωνίζοντο διὰ τῶν θανάτων, ἀποτάσσοντας πρὸς τὸν τυραννίσκον καὶ ἀγωνίζοντο καὶ πέσαντο τὸ πᾶν πρὸ τῆς φθορᾶς τῆς Πατρίδος ἐφ' ὅσον κατὰ τὸ ἀναστάσιμον. Ἐνῷ ἐμεσολάβει ὑπὸ τοῦ Λαοῦ, διεκήρυξεν ὅτι δὲν τῶν ἄκρων δυνάμεων τῆς Χώρας καὶ ὑπὸ τῆς Βουλῆς ἀνθρεκτικὴν ἐξ ἠγγέλων ὑπερήφανον, ὅτι καὶ τὸ κοινοβούλιον. ✱ Οἱ φόνοι τῶν ἀτόμων ὑπὸ τῶν τυράννων συγκλονίζουν τοὺς λαοὺς καὶ δημιουργοῦν τὰ μέχρι τοῦ αὐτοῦ, ἀλλ' ὅ,τι δημιουργεῖ τὸ χάος τὸ ἀχρεῖον — [214, 228, 408, 599]
revelations-subhead-3: Ἐπὶ τῆς συνωμοτικῆς δράσεως τοῦ Βενιζέλου ἐν Θεσ)νίκῃ. — [841, 918, 1143, 929]
